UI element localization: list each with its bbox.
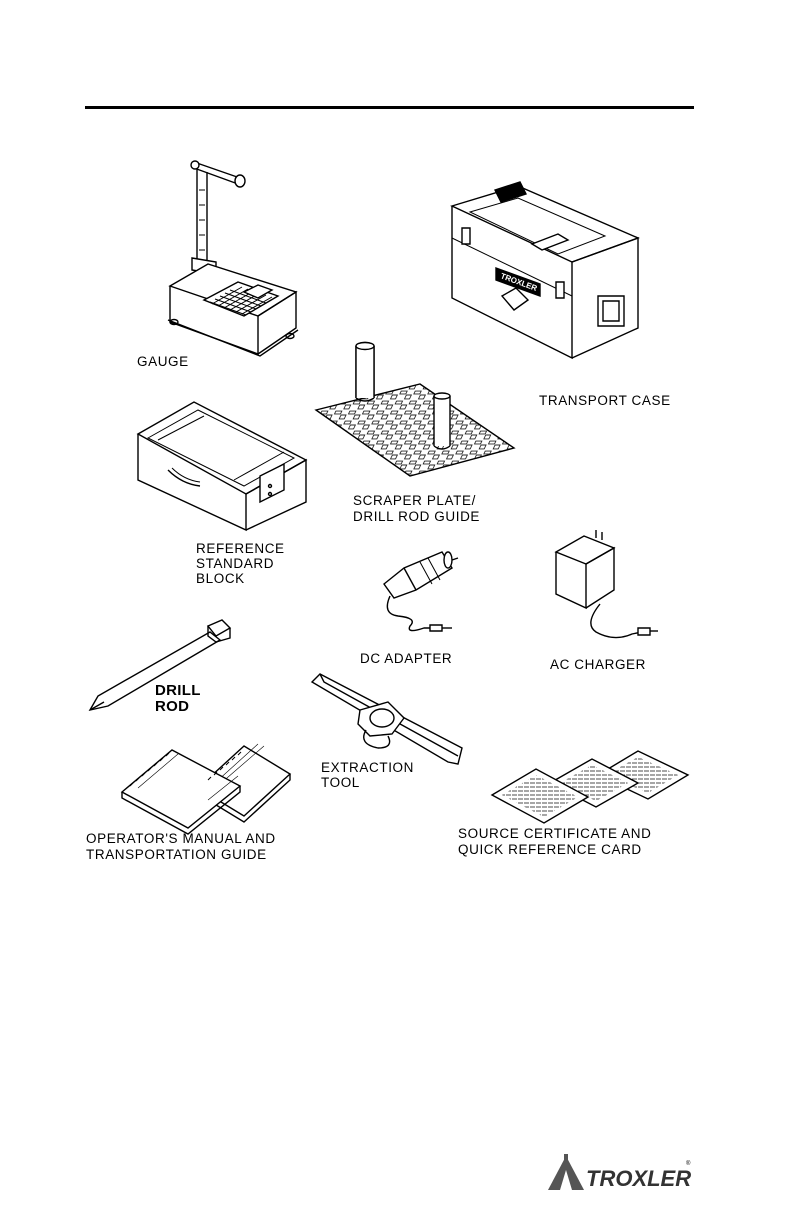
reference-block-label-1: REFERENCE [196, 541, 285, 556]
troxler-logo-text: TROXLER [586, 1166, 692, 1191]
manual-label-2: TRANSPORTATION GUIDE [86, 847, 267, 862]
certificate-label-2: QUICK REFERENCE CARD [458, 842, 642, 857]
extraction-tool-label-1: EXTRACTION [321, 760, 415, 775]
dc-adapter-illustration [380, 548, 460, 640]
scraper-plate-label-1: SCRAPER PLATE/ [353, 493, 476, 508]
reference-block-illustration [134, 398, 310, 534]
dc-adapter-label: DC ADAPTER [360, 651, 453, 666]
scraper-plate-illustration [312, 340, 522, 480]
gauge-illustration [160, 150, 305, 370]
ac-charger-illustration [544, 528, 660, 648]
ac-charger-label: AC CHARGER [550, 657, 647, 672]
manuals-illustration [118, 740, 294, 840]
extraction-tool-illustration [308, 670, 468, 770]
reference-block-label-3: BLOCK [196, 571, 245, 586]
drill-rod-label-2: ROD [155, 698, 190, 715]
certificate-illustration [488, 745, 692, 825]
header-rule [85, 106, 694, 109]
case-brand-front: TROXLER [499, 271, 539, 293]
registered-mark: ® [686, 1161, 691, 1167]
manual-label-1: OPERATOR'S MANUAL AND [86, 831, 276, 846]
extraction-tool-label-2: TOOL [321, 775, 360, 790]
gauge-label: GAUGE [137, 354, 189, 369]
certificate-label-1: SOURCE CERTIFICATE AND [458, 826, 652, 841]
drill-rod-label-1: DRILL [155, 682, 201, 699]
scraper-plate-label-2: DRILL ROD GUIDE [353, 509, 481, 524]
transport-case-label: TRANSPORT CASE [539, 393, 671, 408]
reference-block-label-2: STANDARD [196, 556, 275, 571]
